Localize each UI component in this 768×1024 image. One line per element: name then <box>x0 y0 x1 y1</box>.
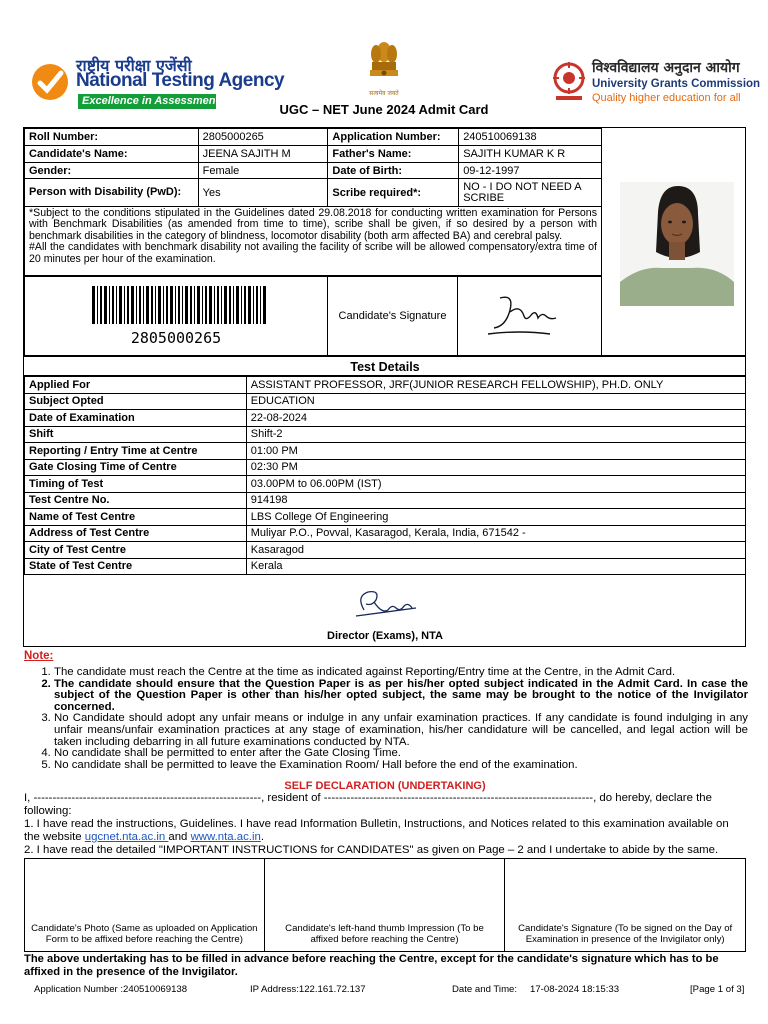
table-row <box>25 129 602 146</box>
declaration-boxes-table <box>24 858 746 952</box>
emblem-icon <box>364 38 404 90</box>
table-row <box>25 179 602 207</box>
table-row <box>25 163 602 179</box>
table-row <box>25 476 746 493</box>
self-declaration-text <box>24 792 746 857</box>
dob-value: 09-12-1997 <box>459 163 602 179</box>
footer-page-number: [Page 1 of 3] <box>690 984 745 995</box>
row-label: Name of Test Centre <box>25 509 247 526</box>
table-row <box>25 859 746 952</box>
notes-list <box>40 667 748 771</box>
gender-value: Female <box>198 163 328 179</box>
ugc-name: University Grants Commission <box>592 78 761 90</box>
declaration-line-3: 2. I have read the detailed "IMPORTANT INSTRUCTIONS for CANDIDATES" as given on Page – 2 and I undertake to abide by the same. <box>24 844 719 856</box>
ugc-tagline: Quality higher education for all <box>592 92 741 104</box>
row-label: Address of Test Centre <box>25 525 247 542</box>
page-title: UGC – NET June 2024 Admit Card <box>279 102 489 117</box>
candidate-photo <box>620 182 734 306</box>
row-value: Kerala <box>246 558 745 575</box>
director-signature-image <box>350 586 420 620</box>
father-name-value: SAJITH KUMAR K R <box>459 146 602 163</box>
table-row <box>25 525 746 542</box>
national-emblem <box>364 38 404 98</box>
ugc-logo <box>548 58 761 110</box>
dob-label: Date of Birth: <box>328 163 459 179</box>
barcode <box>92 286 268 324</box>
list-item: 2. The candidate should ensure that the Question Paper is as per his/her opted subject indicated in the Admit Card. In case the subject of the Question Paper is other than his/her opted subject, the same may be brought to the notice of the Invigilator concerned. <box>54 679 748 714</box>
declaration-line-2 <box>24 818 746 844</box>
nta-hindi-name: राष्ट्रीय परीक्षा एजेंसी <box>76 56 192 75</box>
table-row <box>25 377 746 394</box>
candidate-name-label: Candidate's Name: <box>25 146 199 163</box>
director-label: Director (Exams), NTA <box>327 630 443 642</box>
pwd-note-text-2: #All the candidates with benchmark disability not availing the facility of scribe will be allowed compensatory/extra time of 20 minutes per hour of the examination. <box>29 241 597 265</box>
list-item: 5. No candidate shall be permitted to leave the Examination Room/ Hall before the end of the examination. <box>54 760 748 772</box>
nta-name: National Testing Agency <box>76 70 285 91</box>
candidate-info-table <box>24 128 602 207</box>
roll-number-label: Roll Number: <box>25 129 199 146</box>
emblem-caption: सत्यमेव जयते <box>369 90 399 97</box>
row-label: Subject Opted <box>25 393 247 410</box>
row-value: Muliyar P.O., Povval, Kasaragod, Kerala, India, 671542 - <box>246 525 745 542</box>
row-label: Applied For <box>25 377 247 394</box>
nta-check-icon <box>30 62 70 102</box>
ugc-emblem-icon <box>550 60 588 102</box>
row-value: 914198 <box>246 492 745 509</box>
table-row <box>25 509 746 526</box>
roll-number-value: 2805000265 <box>198 129 328 146</box>
signature-box-caption: Candidate's Signature (To be signed on the Day of Examination in presence of the Invigilator only) <box>505 859 746 952</box>
pwd-label: Person with Disability (PwD): <box>25 179 199 207</box>
row-value: ASSISTANT PROFESSOR, JRF(JUNIOR RESEARCH FELLOWSHIP), PH.D. ONLY <box>246 377 745 394</box>
declaration-line-2a: 1. I have read the instructions, Guidelines. I have read Information Bulletin, Instructions, and Notices related to this examination available on the website <box>24 818 729 843</box>
list-item: 4. No candidate shall be permitted to enter after the Gate Closing Time. <box>54 748 748 760</box>
table-row <box>25 492 746 509</box>
self-declaration-title: SELF DECLARATION (UNDERTAKING) <box>284 780 486 792</box>
thumb-box-caption: Candidate's left-hand thumb Impression (To be affixed before reaching the Centre) <box>264 859 505 952</box>
note-title: Note: <box>24 650 54 662</box>
declaration-and: and <box>168 831 191 843</box>
nta-link[interactable]: www.nta.ac.in <box>190 831 261 843</box>
row-value: 02:30 PM <box>246 459 745 476</box>
candidate-name-value: JEENA SAJITH M <box>198 146 328 163</box>
row-label: Reporting / Entry Time at Centre <box>25 443 247 460</box>
row-value: LBS College Of Engineering <box>246 509 745 526</box>
father-name-label: Father's Name: <box>328 146 459 163</box>
pwd-note <box>24 206 602 276</box>
pwd-note-text-1: *Subject to the conditions stipulated in the Guidelines dated 29.08.2018 for conducting written examination for Persons with Benchmark Disabilities (as amended from time to time), scribe shall be given, if so desired by a person with benchmark disabilities in the category of blindness, locomotor disability (both arm affected BA) and cerebral palsy. <box>29 207 597 242</box>
row-label: Test Centre No. <box>25 492 247 509</box>
row-label: Shift <box>25 426 247 443</box>
candidate-signature-label: Candidate's Signature <box>327 276 458 356</box>
application-number-label: Application Number: <box>328 129 459 146</box>
test-details-heading: Test Details <box>24 356 746 376</box>
row-value: 01:00 PM <box>246 443 745 460</box>
row-value: EDUCATION <box>246 393 745 410</box>
row-value: 22-08-2024 <box>246 410 745 427</box>
row-label: City of Test Centre <box>25 542 247 559</box>
row-label: State of Test Centre <box>25 558 247 575</box>
scribe-value: NO - I DO NOT NEED A SCRIBE <box>459 179 602 207</box>
list-item: 1. The candidate must reach the Centre at the time as indicated against Reporting/Entry time at the Centre, in the Admit Card. <box>54 667 748 679</box>
row-label: Date of Examination <box>25 410 247 427</box>
footer-ip-address: IP Address:122.161.72.137 <box>250 984 366 995</box>
table-row <box>25 459 746 476</box>
table-row <box>25 393 746 410</box>
ugcnet-link[interactable]: ugcnet.nta.ac.in <box>84 831 169 843</box>
table-row <box>25 558 746 575</box>
declaration-line-1: I, ------------------------------------------------------------, resident of -----------------------------------------------------------------------, do hereby, declare the following: <box>24 792 712 817</box>
declaration-period: . <box>260 831 265 843</box>
test-details-table <box>24 376 746 575</box>
table-row <box>25 542 746 559</box>
footer-datetime-label: Date and Time: <box>452 984 518 995</box>
table-row <box>25 146 602 163</box>
barcode-number: 2805000265 <box>130 329 222 347</box>
list-item: 3. No Candidate should adopt any unfair means or indulge in any unfair examination practices. If any candidate is found indulging in any unfair means/unfair examination practices at any stage of examination, his/her candidature will be cancelled, and legal action will be taken including debarring in all future examinations conducted by NTA. <box>54 713 748 748</box>
pwd-value: Yes <box>198 179 328 207</box>
scribe-label: Scribe required*: <box>328 179 459 207</box>
row-label: Gate Closing Time of Centre <box>25 459 247 476</box>
row-value: 03.00PM to 06.00PM (IST) <box>246 476 745 493</box>
undertaking-text: The above undertaking has to be filled in advance before reaching the Centre, except for the candidate's signature which has to be affixed in the presence of the Invigilator. <box>24 953 719 978</box>
table-row <box>25 410 746 427</box>
application-number-value: 240510069138 <box>459 129 602 146</box>
footer-application-number: Application Number :240510069138 <box>34 984 188 995</box>
candidate-signature-image <box>480 290 570 340</box>
row-value: Kasaragod <box>246 542 745 559</box>
row-value: Shift-2 <box>246 426 745 443</box>
gender-label: Gender: <box>25 163 199 179</box>
table-row <box>25 426 746 443</box>
row-label: Timing of Test <box>25 476 247 493</box>
footer-datetime-value: 17-08-2024 18:15:33 <box>530 984 620 995</box>
table-row <box>25 443 746 460</box>
nta-tagline: Excellence in Assessment <box>78 94 216 109</box>
photo-box-caption: Candidate's Photo (Same as uploaded on Application Form to be affixed before reaching the Centre) <box>25 859 265 952</box>
ugc-hindi-name: विश्वविद्यालय अनुदान आयोग <box>592 60 740 76</box>
nta-logo <box>30 54 285 114</box>
